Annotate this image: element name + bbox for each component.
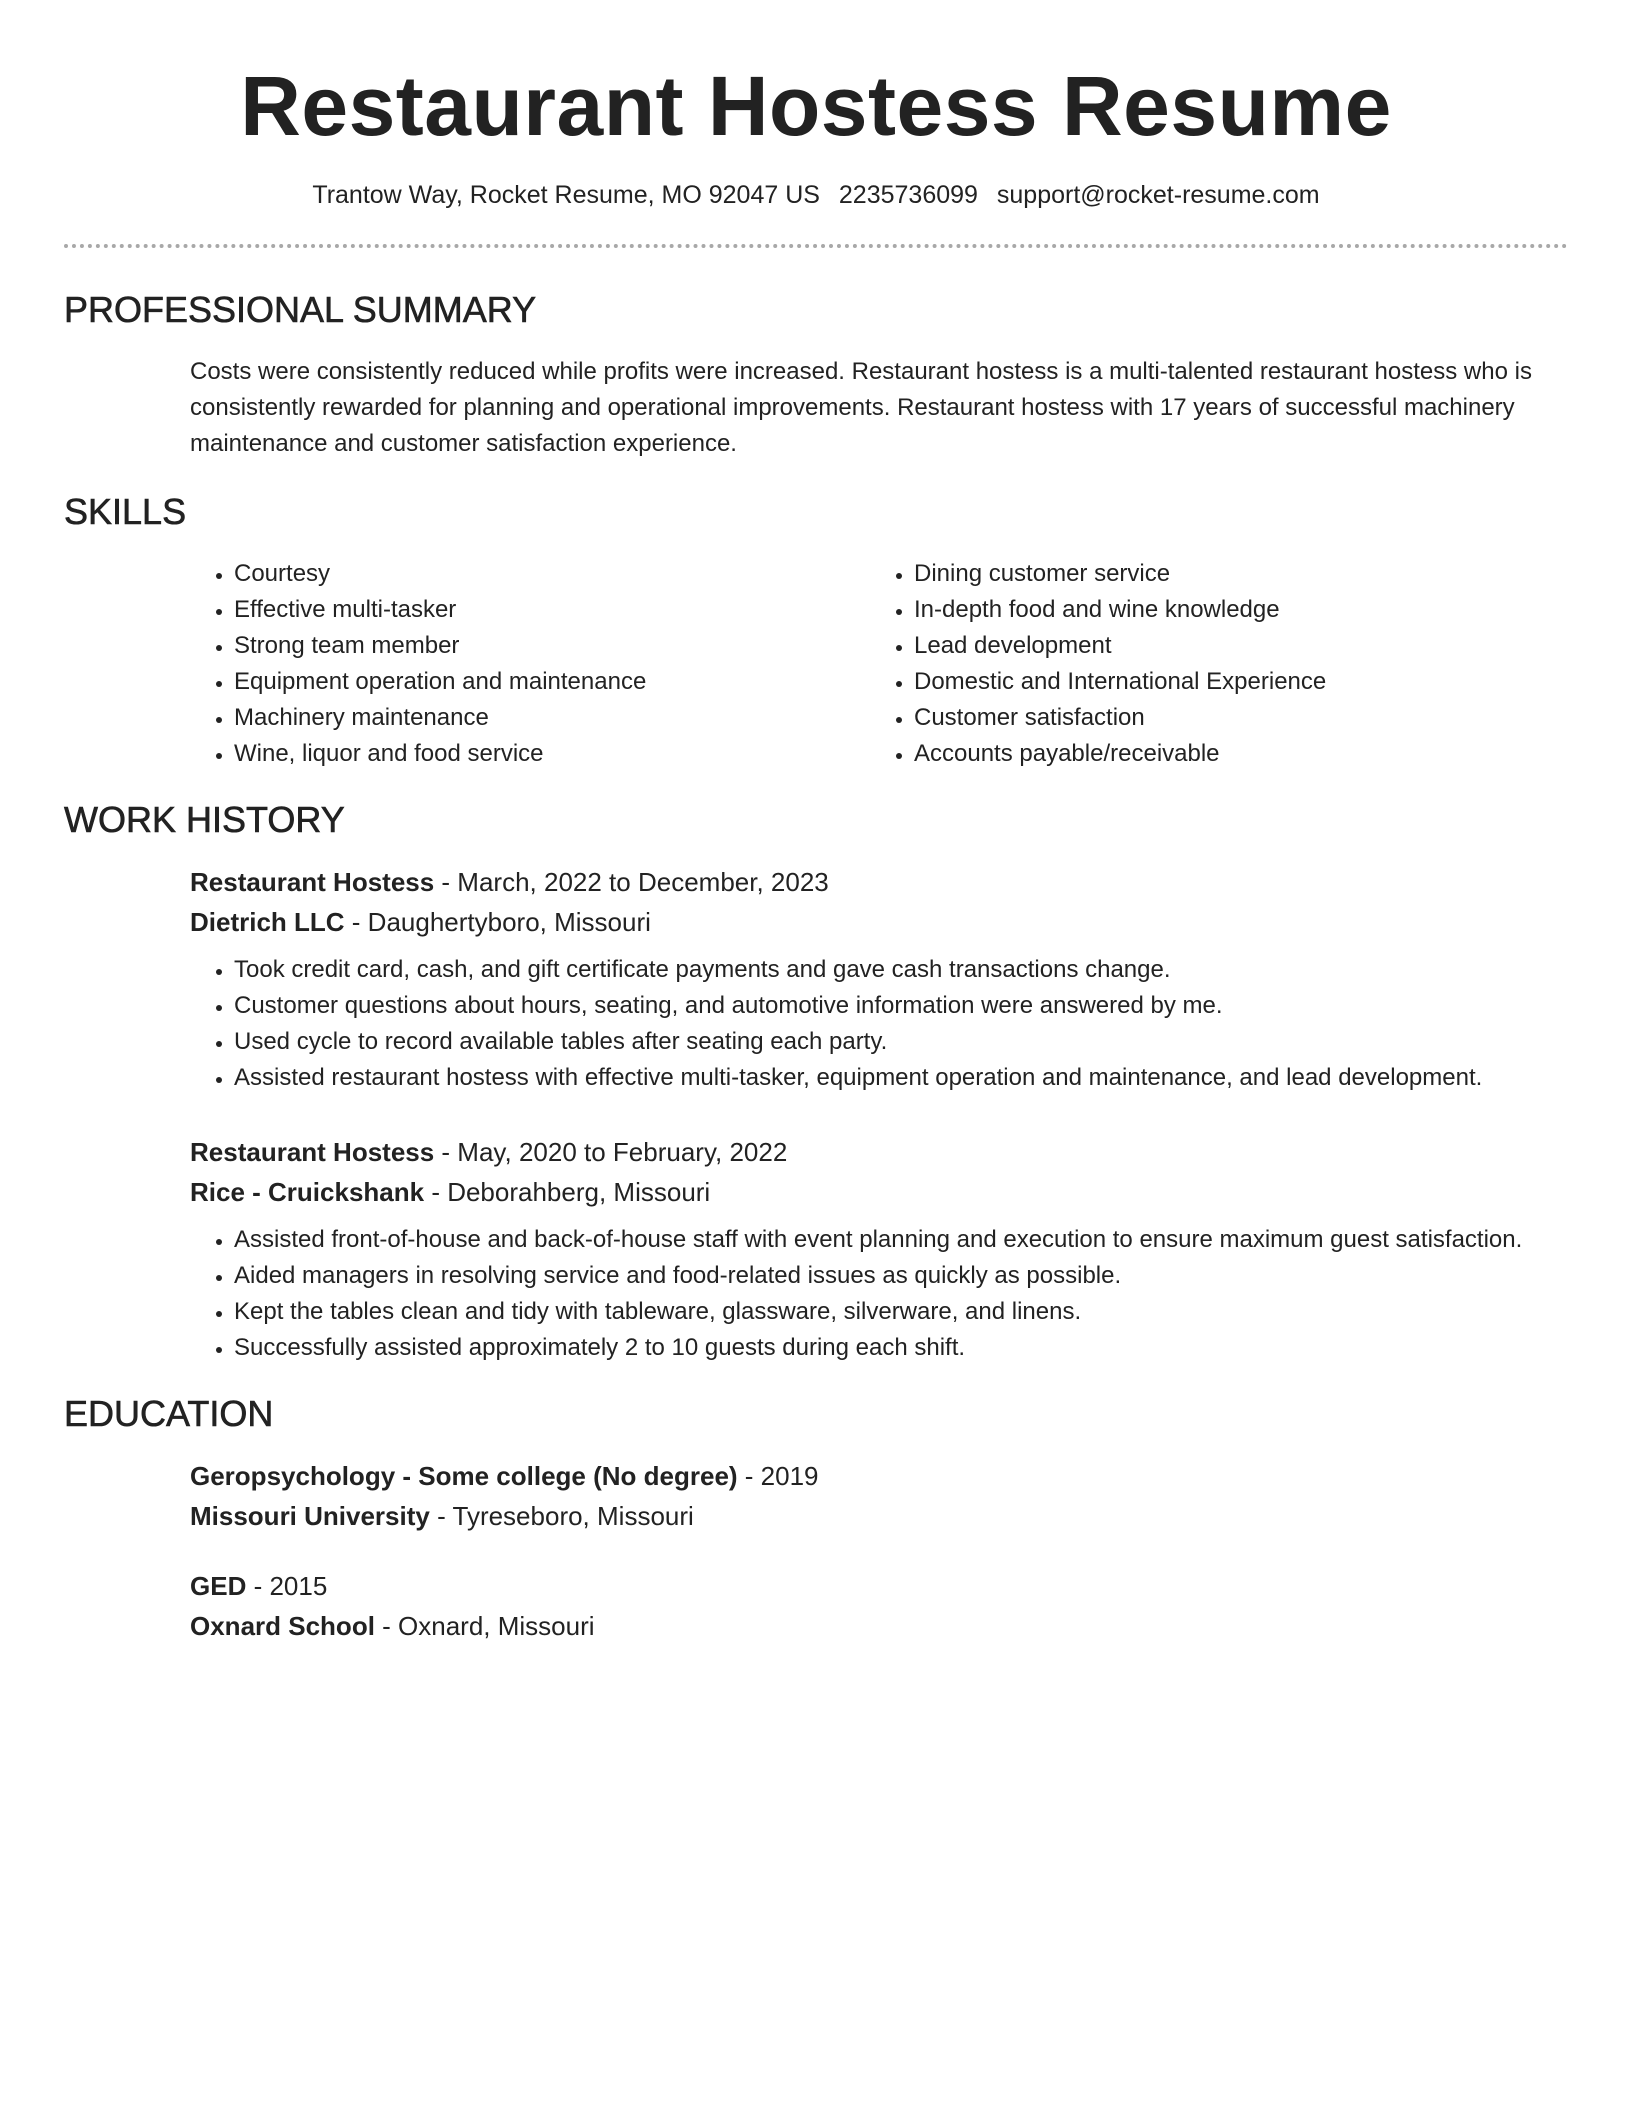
skill-item: • Customer satisfaction [914, 700, 1550, 736]
job-location: - Deborahberg, Missouri [424, 1177, 711, 1207]
resume-title: Restaurant Hostess Resume [240, 59, 1392, 153]
education-location: - Tyreseboro, Missouri [429, 1501, 694, 1531]
job-role-line [190, 1132, 1568, 1172]
education-entry [190, 1456, 1568, 1536]
job-dates: - March, 2022 to December, 2023 [434, 867, 829, 897]
job-bullet: • Aided managers in resolving service and food-related issues as quickly as possible. [234, 1258, 1568, 1294]
job-bullet: • Customer questions about hours, seating, and automotive information were answered by me. [234, 988, 1568, 1024]
job-company-line [190, 902, 1568, 942]
skill-item: • Strong team member [234, 628, 870, 664]
email: support@rocket-resume.com [996, 181, 1320, 209]
education-year: - 2015 [246, 1571, 328, 1601]
job-role: Restaurant Hostess [190, 867, 435, 897]
job-dates: - May, 2020 to February, 2022 [434, 1137, 788, 1167]
education-degree-line [190, 1456, 1568, 1496]
job-bullet: • Assisted front-of-house and back-of-house staff with event planning and execution to ensure maximum guest satisfaction. [234, 1222, 1568, 1258]
skill-item: • Accounts payable/receivable [914, 736, 1550, 772]
job-bullets [190, 1222, 1568, 1366]
section-title-education: EDUCATION [64, 1393, 274, 1434]
skill-item: • Equipment operation and maintenance [234, 664, 870, 700]
job-bullet: • Assisted restaurant hostess with effective multi-tasker, equipment operation and maintenance, and lead development. [234, 1060, 1568, 1096]
education-school-line [190, 1606, 1568, 1646]
section-title-summary: PROFESSIONAL SUMMARY [64, 289, 537, 330]
contact-info [64, 178, 1568, 212]
job-bullet: • Kept the tables clean and tidy with tableware, glassware, silverware, and linens. [234, 1294, 1568, 1330]
job-company: Rice - Cruickshank [190, 1177, 425, 1207]
education-degree: GED [190, 1571, 247, 1601]
skills-list-left [190, 556, 870, 772]
skills-list-right [870, 556, 1550, 772]
education-degree: Geropsychology - Some college (No degree) [190, 1461, 738, 1491]
job-bullet: • Used cycle to record available tables after seating each party. [234, 1024, 1568, 1060]
job-company: Dietrich LLC [190, 907, 345, 937]
skill-item: • Wine, liquor and food service [234, 736, 870, 772]
summary-text: Costs were consistently reduced while profits were increased. Restaurant hostess is a multi-talented restaurant hostess who is consistently rewarded for planning and operational improvements. Restaurant hostess with 17 years of successful machinery maintenance and customer satisfaction experience. [190, 358, 1532, 457]
skill-item: • Courtesy [234, 556, 870, 592]
job-bullet: • Successfully assisted approximately 2 to 10 guests during each shift. [234, 1330, 1568, 1366]
education-school: Oxnard School [190, 1611, 375, 1641]
address: Trantow Way, Rocket Resume, MO 92047 US [312, 181, 820, 209]
skill-item: • Lead development [914, 628, 1550, 664]
skill-item: • Effective multi-tasker [234, 592, 870, 628]
job-bullet: • Took credit card, cash, and gift certificate payments and gave cash transactions change. [234, 952, 1568, 988]
education-location: - Oxnard, Missouri [374, 1611, 595, 1641]
skills-grid [190, 556, 1568, 772]
education-school-line [190, 1496, 1568, 1536]
skill-item: • Machinery maintenance [234, 700, 870, 736]
skill-item: • Dining customer service [914, 556, 1550, 592]
job-role: Restaurant Hostess [190, 1137, 435, 1167]
education-degree-line [190, 1566, 1568, 1606]
section-title-work-history: WORK HISTORY [64, 799, 345, 840]
education-school: Missouri University [190, 1501, 430, 1531]
job-entry [190, 862, 1568, 1096]
education-entry [190, 1566, 1568, 1646]
education-year: - 2019 [737, 1461, 819, 1491]
section-title-skills: SKILLS [64, 491, 187, 532]
skill-item: • In-depth food and wine knowledge [914, 592, 1550, 628]
job-bullets [190, 952, 1568, 1096]
skill-item: • Domestic and International Experience [914, 664, 1550, 700]
job-role-line [190, 862, 1568, 902]
dotted-divider [64, 244, 1568, 248]
job-company-line [190, 1172, 1568, 1212]
job-entry [190, 1132, 1568, 1366]
job-location: - Daughertyboro, Missouri [344, 907, 651, 937]
phone: 2235736099 [838, 181, 978, 209]
